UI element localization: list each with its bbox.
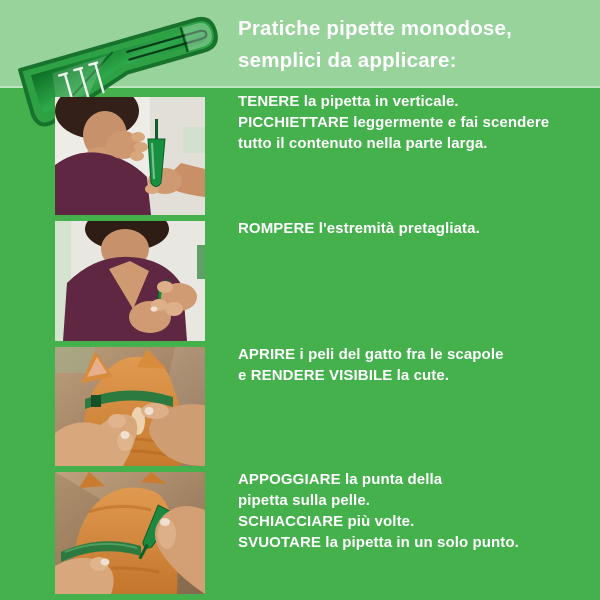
step1-line: tutto il contenuto nella parte larga. <box>238 135 488 152</box>
step1-line: TENERE la pipetta in verticale. <box>238 93 459 110</box>
step4-photo-apply-pipette <box>55 472 205 594</box>
step3-instructions <box>238 344 593 386</box>
step1-line: PICCHIETTARE leggermente e fai scendere <box>238 114 550 131</box>
step4-line: APPOGGIARE la punta della <box>238 471 443 488</box>
step2-photo-graphic <box>55 221 205 341</box>
step2-photo-break-tip <box>55 221 205 341</box>
step3-photo-graphic <box>55 347 205 466</box>
step1-photo-graphic <box>55 97 205 215</box>
page-title-line-2: semplici da applicare: <box>238 49 457 72</box>
page-title-line-1: Pratiche pipette monodose, <box>238 17 513 40</box>
step4-line: pipetta sulla pelle. <box>238 492 371 509</box>
page-title <box>238 13 512 77</box>
step2-line: ROMPERE l'estremità pretagliata. <box>238 220 480 237</box>
step1-photo-tap-pipette <box>55 97 205 215</box>
step4-line: SCHIACCIARE più volte. <box>238 513 415 530</box>
step4-photo-graphic <box>55 472 205 594</box>
step4-instructions <box>238 469 593 553</box>
step3-photo-part-fur <box>55 347 205 466</box>
step4-line: SVUOTARE la pipetta in un solo punto. <box>238 534 519 551</box>
step2-instructions <box>238 218 593 239</box>
step3-line: e RENDERE VISIBILE la cute. <box>238 367 450 384</box>
step3-line: APRIRE i peli del gatto fra le scapole <box>238 346 504 363</box>
step1-instructions <box>238 91 593 154</box>
